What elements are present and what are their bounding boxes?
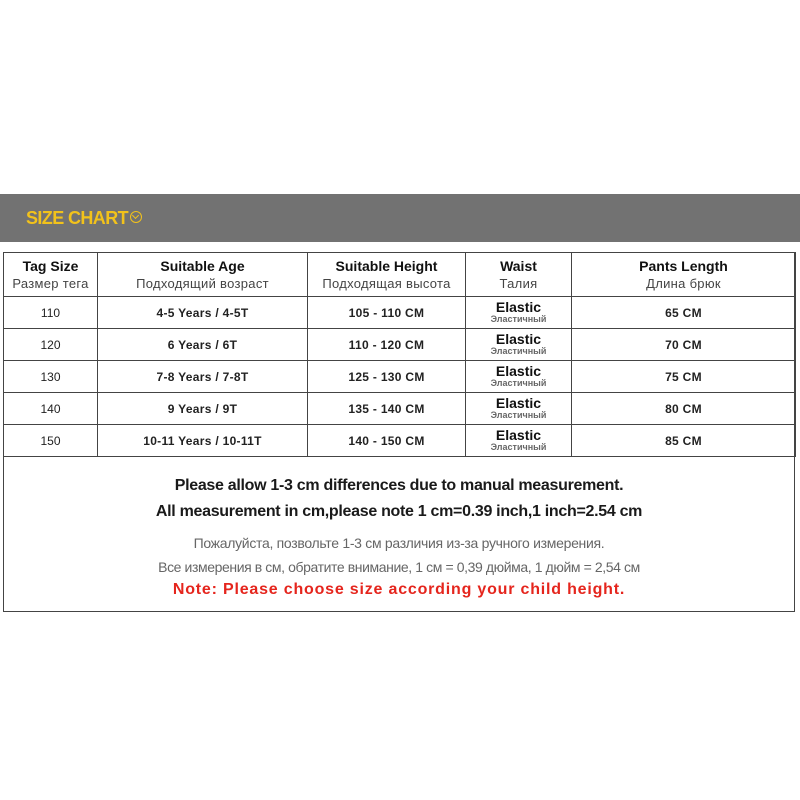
waist-en: Elastic xyxy=(495,427,542,443)
cell-height: 125 - 130 CM xyxy=(308,361,466,393)
cell-pants-length: 85 CM xyxy=(572,425,796,457)
header-ru: Подходящая высота xyxy=(322,275,451,291)
cell-waist xyxy=(466,297,572,329)
chevron-down-circle-icon xyxy=(130,211,142,223)
waist-ru: Эластичный xyxy=(490,410,547,420)
cell-height: 105 - 110 CM xyxy=(308,297,466,329)
header-ru: Талия xyxy=(499,275,538,291)
note-choose-size-warning: Note: Please choose size according your child height. xyxy=(172,581,626,598)
header-waist xyxy=(466,253,572,297)
table-header-row xyxy=(4,253,796,297)
table-row xyxy=(4,297,796,329)
cell-age: 10-11 Years / 10-11T xyxy=(98,425,308,457)
header-en: Suitable Age xyxy=(160,257,245,274)
header-ru: Размер тега xyxy=(12,275,89,291)
cell-pants-length: 70 CM xyxy=(572,329,796,361)
waist-en: Elastic xyxy=(495,363,542,379)
note-tolerance-en: Please allow 1-3 cm differences due to manual measurement. xyxy=(174,477,624,494)
cell-age: 9 Years / 9T xyxy=(98,393,308,425)
cell-tag-size: 140 xyxy=(4,393,98,425)
waist-ru: Эластичный xyxy=(490,314,547,324)
waist-ru: Эластичный xyxy=(490,378,547,388)
cell-age: 4-5 Years / 4-5T xyxy=(98,297,308,329)
cell-waist xyxy=(466,393,572,425)
header-en: Waist xyxy=(500,257,537,274)
cell-waist xyxy=(466,329,572,361)
waist-ru: Эластичный xyxy=(490,442,547,452)
note-tolerance-ru: Пожалуйста, позвольте 1-3 см различия из-за ручного измерения. xyxy=(193,535,605,551)
cell-pants-length: 75 CM xyxy=(572,361,796,393)
cell-age: 7-8 Years / 7-8T xyxy=(98,361,308,393)
waist-en: Elastic xyxy=(495,299,542,315)
cell-tag-size: 150 xyxy=(4,425,98,457)
cell-tag-size: 130 xyxy=(4,361,98,393)
cell-age: 6 Years / 6T xyxy=(98,329,308,361)
header-en: Tag Size xyxy=(22,257,79,274)
waist-en: Elastic xyxy=(495,395,542,411)
cell-height: 110 - 120 CM xyxy=(308,329,466,361)
table-row xyxy=(4,361,796,393)
header-ru: Длина брюк xyxy=(646,275,721,291)
header-suitable-age xyxy=(98,253,308,297)
header-tag-size xyxy=(4,253,98,297)
table-row xyxy=(4,329,796,361)
banner-title: SIZE CHART xyxy=(26,208,129,228)
cell-waist xyxy=(466,425,572,457)
header-pants-length xyxy=(572,253,796,297)
header-en: Suitable Height xyxy=(335,257,438,274)
cell-pants-length: 80 CM xyxy=(572,393,796,425)
note-conversion-en: All measurement in cm,please note 1 cm=0.39 inch,1 inch=2.54 cm xyxy=(155,503,643,520)
header-en: Pants Length xyxy=(639,257,728,274)
waist-en: Elastic xyxy=(495,331,542,347)
cell-pants-length: 65 CM xyxy=(572,297,796,329)
cell-height: 135 - 140 CM xyxy=(308,393,466,425)
cell-tag-size: 120 xyxy=(4,329,98,361)
waist-ru: Эластичный xyxy=(490,346,547,356)
note-conversion-ru: Все измерения в см, обратите внимание, 1 см = 0,39 дюйма, 1 дюйм = 2,54 см xyxy=(158,559,640,575)
cell-waist xyxy=(466,361,572,393)
header-suitable-height xyxy=(308,253,466,297)
table-row xyxy=(4,393,796,425)
table-row xyxy=(4,425,796,457)
size-table xyxy=(3,252,796,457)
header-ru: Подходящий возраст xyxy=(136,275,269,291)
cell-tag-size: 110 xyxy=(4,297,98,329)
size-chart-banner xyxy=(0,194,800,242)
cell-height: 140 - 150 CM xyxy=(308,425,466,457)
